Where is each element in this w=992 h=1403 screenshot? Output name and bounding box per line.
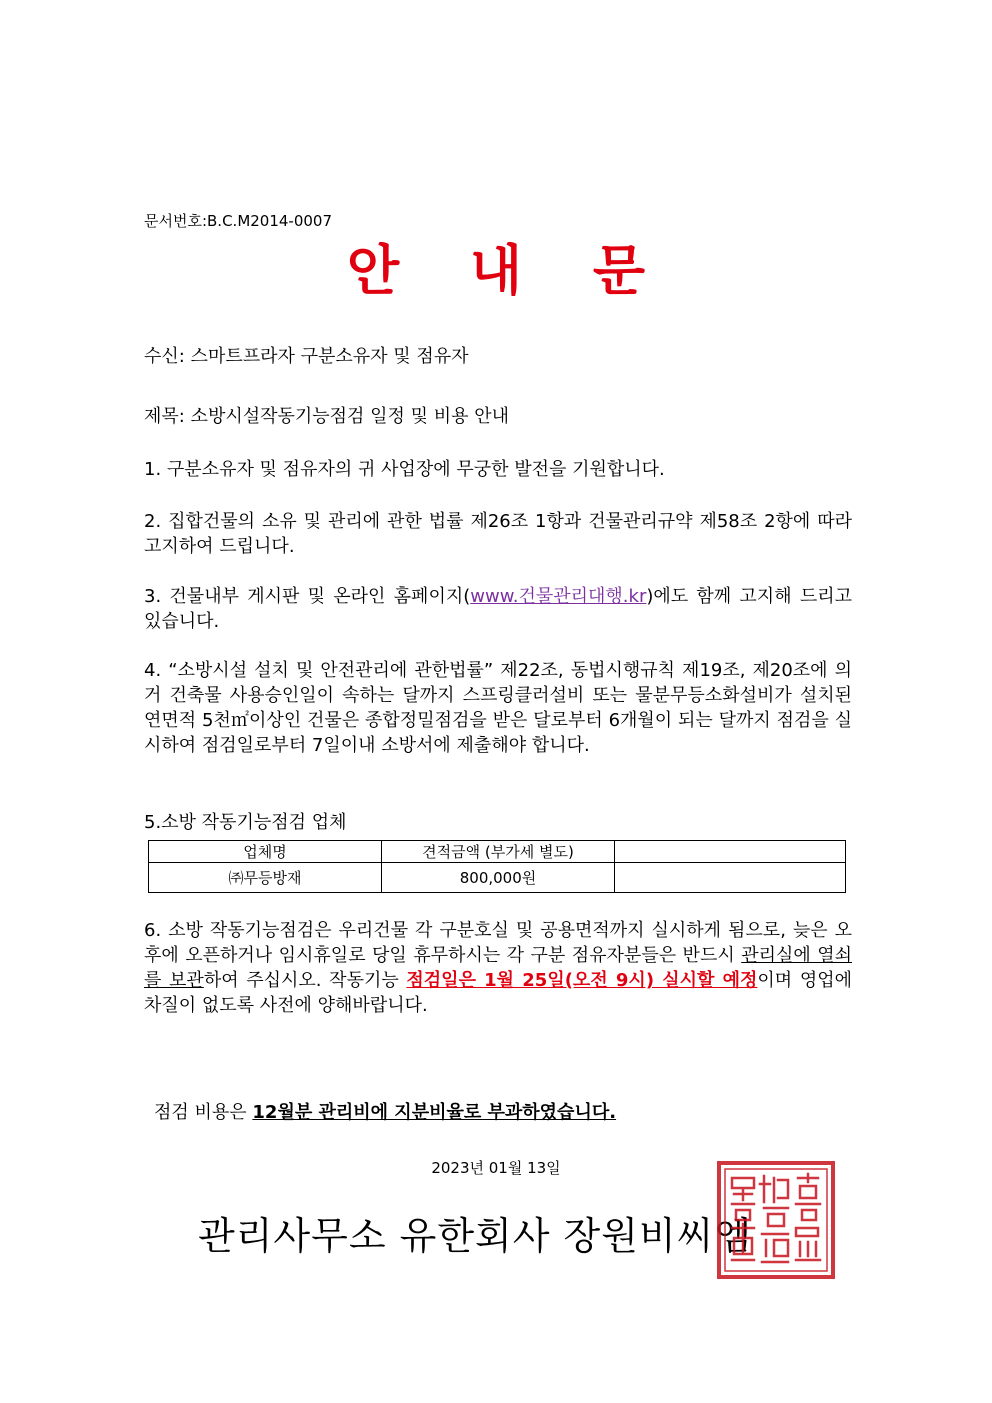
vendor-amount-cell: 800,000원 [382, 863, 615, 893]
item-1: 1. 구분소유자 및 점유자의 귀 사업장에 무궁한 발전을 기원합니다. [144, 459, 665, 480]
item-3-text-before: 3. 건물내부 게시판 및 온라인 홈페이지( [144, 586, 471, 607]
fee-notice [154, 1098, 616, 1124]
item-6-part-2: 하여 주십시오. 작동기능 [203, 970, 407, 991]
issue-date: 2023년 01월 13일 [431, 1159, 561, 1177]
item-3 [144, 584, 852, 634]
item-3-text-after: )에도 함께 고지해 드리고 있습니다. [144, 586, 852, 632]
issuer-name: 관리사무소 유한회사 장원비씨엠 [198, 1214, 753, 1258]
company-seal-icon [716, 1160, 836, 1280]
key-storage-notice: 관리실에 열쇠를 보관 [144, 945, 852, 991]
vendor-table-header-name: 업체명 [149, 841, 382, 863]
vendor-name-cell: ㈜무등방재 [149, 863, 382, 893]
item-6-part-1: 6. 소방 작동기능점검은 우리건물 각 구분호실 및 공용면적까지 실시하게 됨으로, 늦은 오후에 오픈하거나 임시휴일로 당일 휴무하시는 각 구분 점유자분들은 반드시 [144, 920, 852, 966]
homepage-link[interactable]: www.건물관리대행.kr [470, 586, 647, 607]
item-5-heading: 5.소방 작동기능점검 업체 [144, 812, 347, 833]
recipient-line: 수신: 스마트프라자 구분소유자 및 점유자 [144, 346, 469, 367]
vendor-table-header-blank [615, 841, 846, 863]
page-title: 안 내 문 [346, 239, 672, 302]
vendor-table-header-amount: 견적금액 (부가세 별도) [382, 841, 615, 863]
fee-billing-detail: 12월분 관리비에 지분비율로 부과하였습니다. [252, 1102, 617, 1123]
subject-line: 제목: 소방시설작동기능점검 일정 및 비용 안내 [144, 406, 510, 427]
item-4: 4. “소방시설 설치 및 안전관리에 관한법률” 제22조, 동법시행규칙 제19조, 제20조에 의거 건축물 사용승인일이 속하는 달까지 스프링클러설비 또는 물분무등소화설비가 설치된 연면적 5천㎡이상인 건물은 종합정밀점검을 받은 달로부터 6개월이 되는 달까지 점검을 실시하여 점검일로부터 7일이내 소방서에 제출해야 합니다. [144, 660, 852, 756]
vendor-table-header-row [149, 841, 846, 863]
fee-prefix: 점검 비용은 [154, 1102, 253, 1123]
vendor-blank-cell [615, 863, 846, 893]
document-number: 문서번호:B.C.M2014-0007 [144, 212, 333, 230]
item-6-part-3: 이며 영업에 차질이 없도록 사전에 양해바랍니다. [144, 970, 852, 1016]
item-2: 2. 집합건물의 소유 및 관리에 관한 법률 제26조 1항과 건물관리규약 제58조 2항에 따라 고지하여 드립니다. [144, 511, 852, 557]
inspection-date-notice: 점검일은 1월 25일(오전 9시) 실시할 예정 [406, 970, 758, 991]
item-6 [144, 918, 852, 1018]
vendor-table [148, 840, 846, 893]
table-row [149, 863, 846, 893]
